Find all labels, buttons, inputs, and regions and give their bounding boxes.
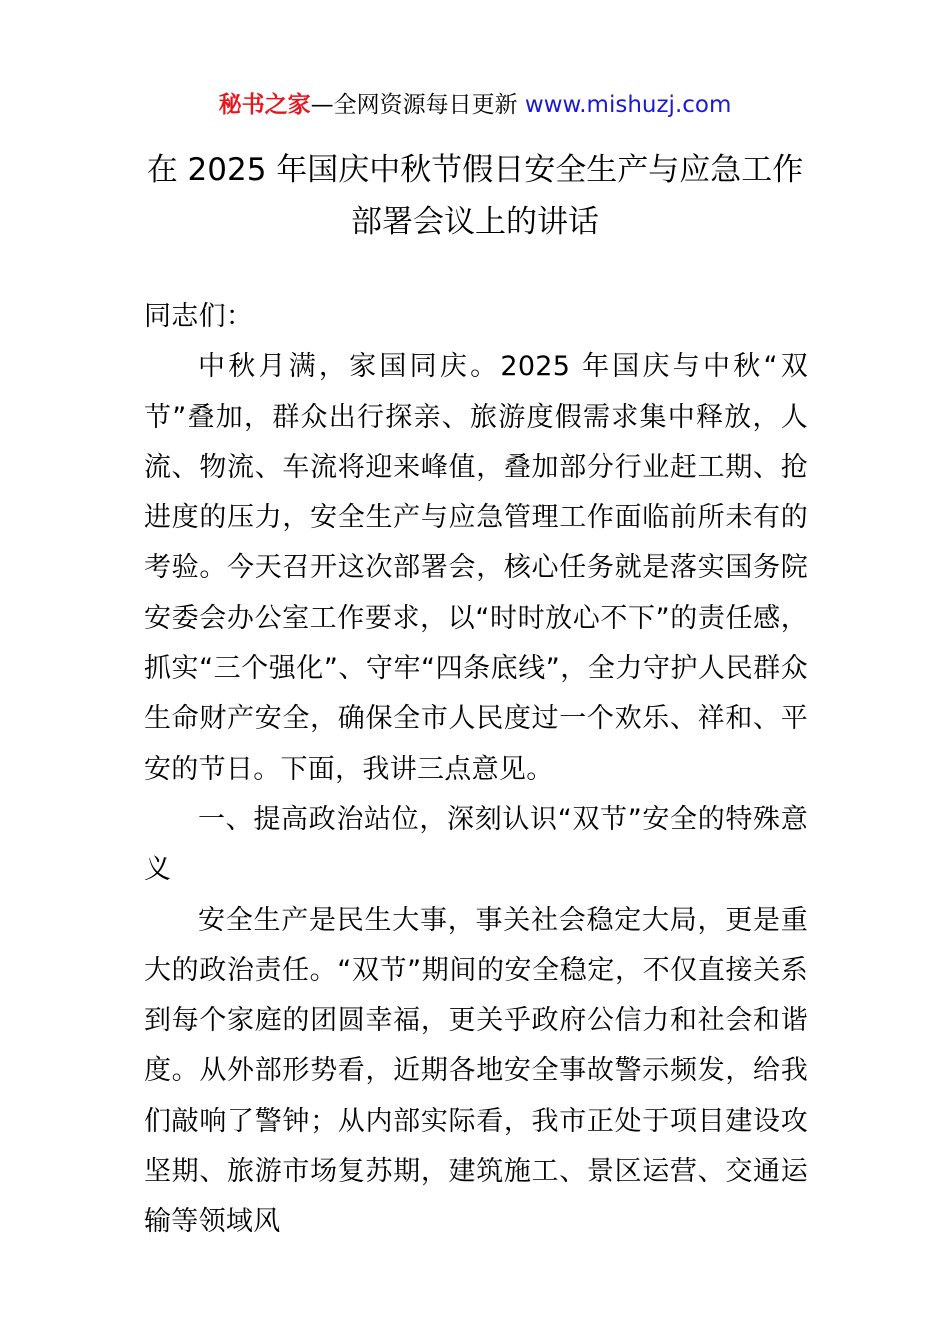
paragraph-section-1: 安全生产是民生大事，事关社会稳定大局，更是重大的政治责任。“双节”期间的安全稳定，不仅直接关系到每个家庭的团圆幸福，更关乎政府公信力和社会和谐度。从外部形势看，近期各地安全事故警示频发，给我们敲响了警钟；从内部实际看，我市正处于项目建设攻坚期、旅游市场复苏期，建筑施工、景区运营、交通运输等领域风 <box>144 904 808 1238</box>
section-heading-1: 一、提高政治站位，深刻认识“双节”安全的特殊意义 <box>144 803 808 886</box>
brand-name: 秘书之家 <box>218 92 311 118</box>
banner-tagline: —全网资源每日更新 <box>310 92 525 118</box>
paragraph-intro: 中秋月满，家国同庆。2025 年国庆与中秋“双节”叠加，群众出行探亲、旅游度假需求集中释放，人流、物流、车流将迎来峰值，叠加部分行业赶工期、抢进度的压力，安全生产与应急管理工作面临前所未有的考验。今天召开这次部署会，核心任务就是落实国务院安委会办公室工作要求，以“时时放心不下”的责任感，抓实“三个强化”、守牢“四条底线”，全力守护人民群众生命财产安全，确保全市人民度过一个欢乐、祥和、平安的节日。下面，我讲三点意见。 <box>144 351 808 785</box>
document-title <box>100 144 850 248</box>
salutation: 同志们： <box>144 301 254 332</box>
title-line-2: 部署会议上的讲话 <box>351 204 599 240</box>
title-line-1: 在 2025 年国庆中秋节假日安全生产与应急工作 <box>146 152 804 188</box>
site-url-link[interactable]: www.mishuzj.com <box>524 92 732 118</box>
document-body <box>144 292 808 1248</box>
site-banner <box>0 88 950 122</box>
